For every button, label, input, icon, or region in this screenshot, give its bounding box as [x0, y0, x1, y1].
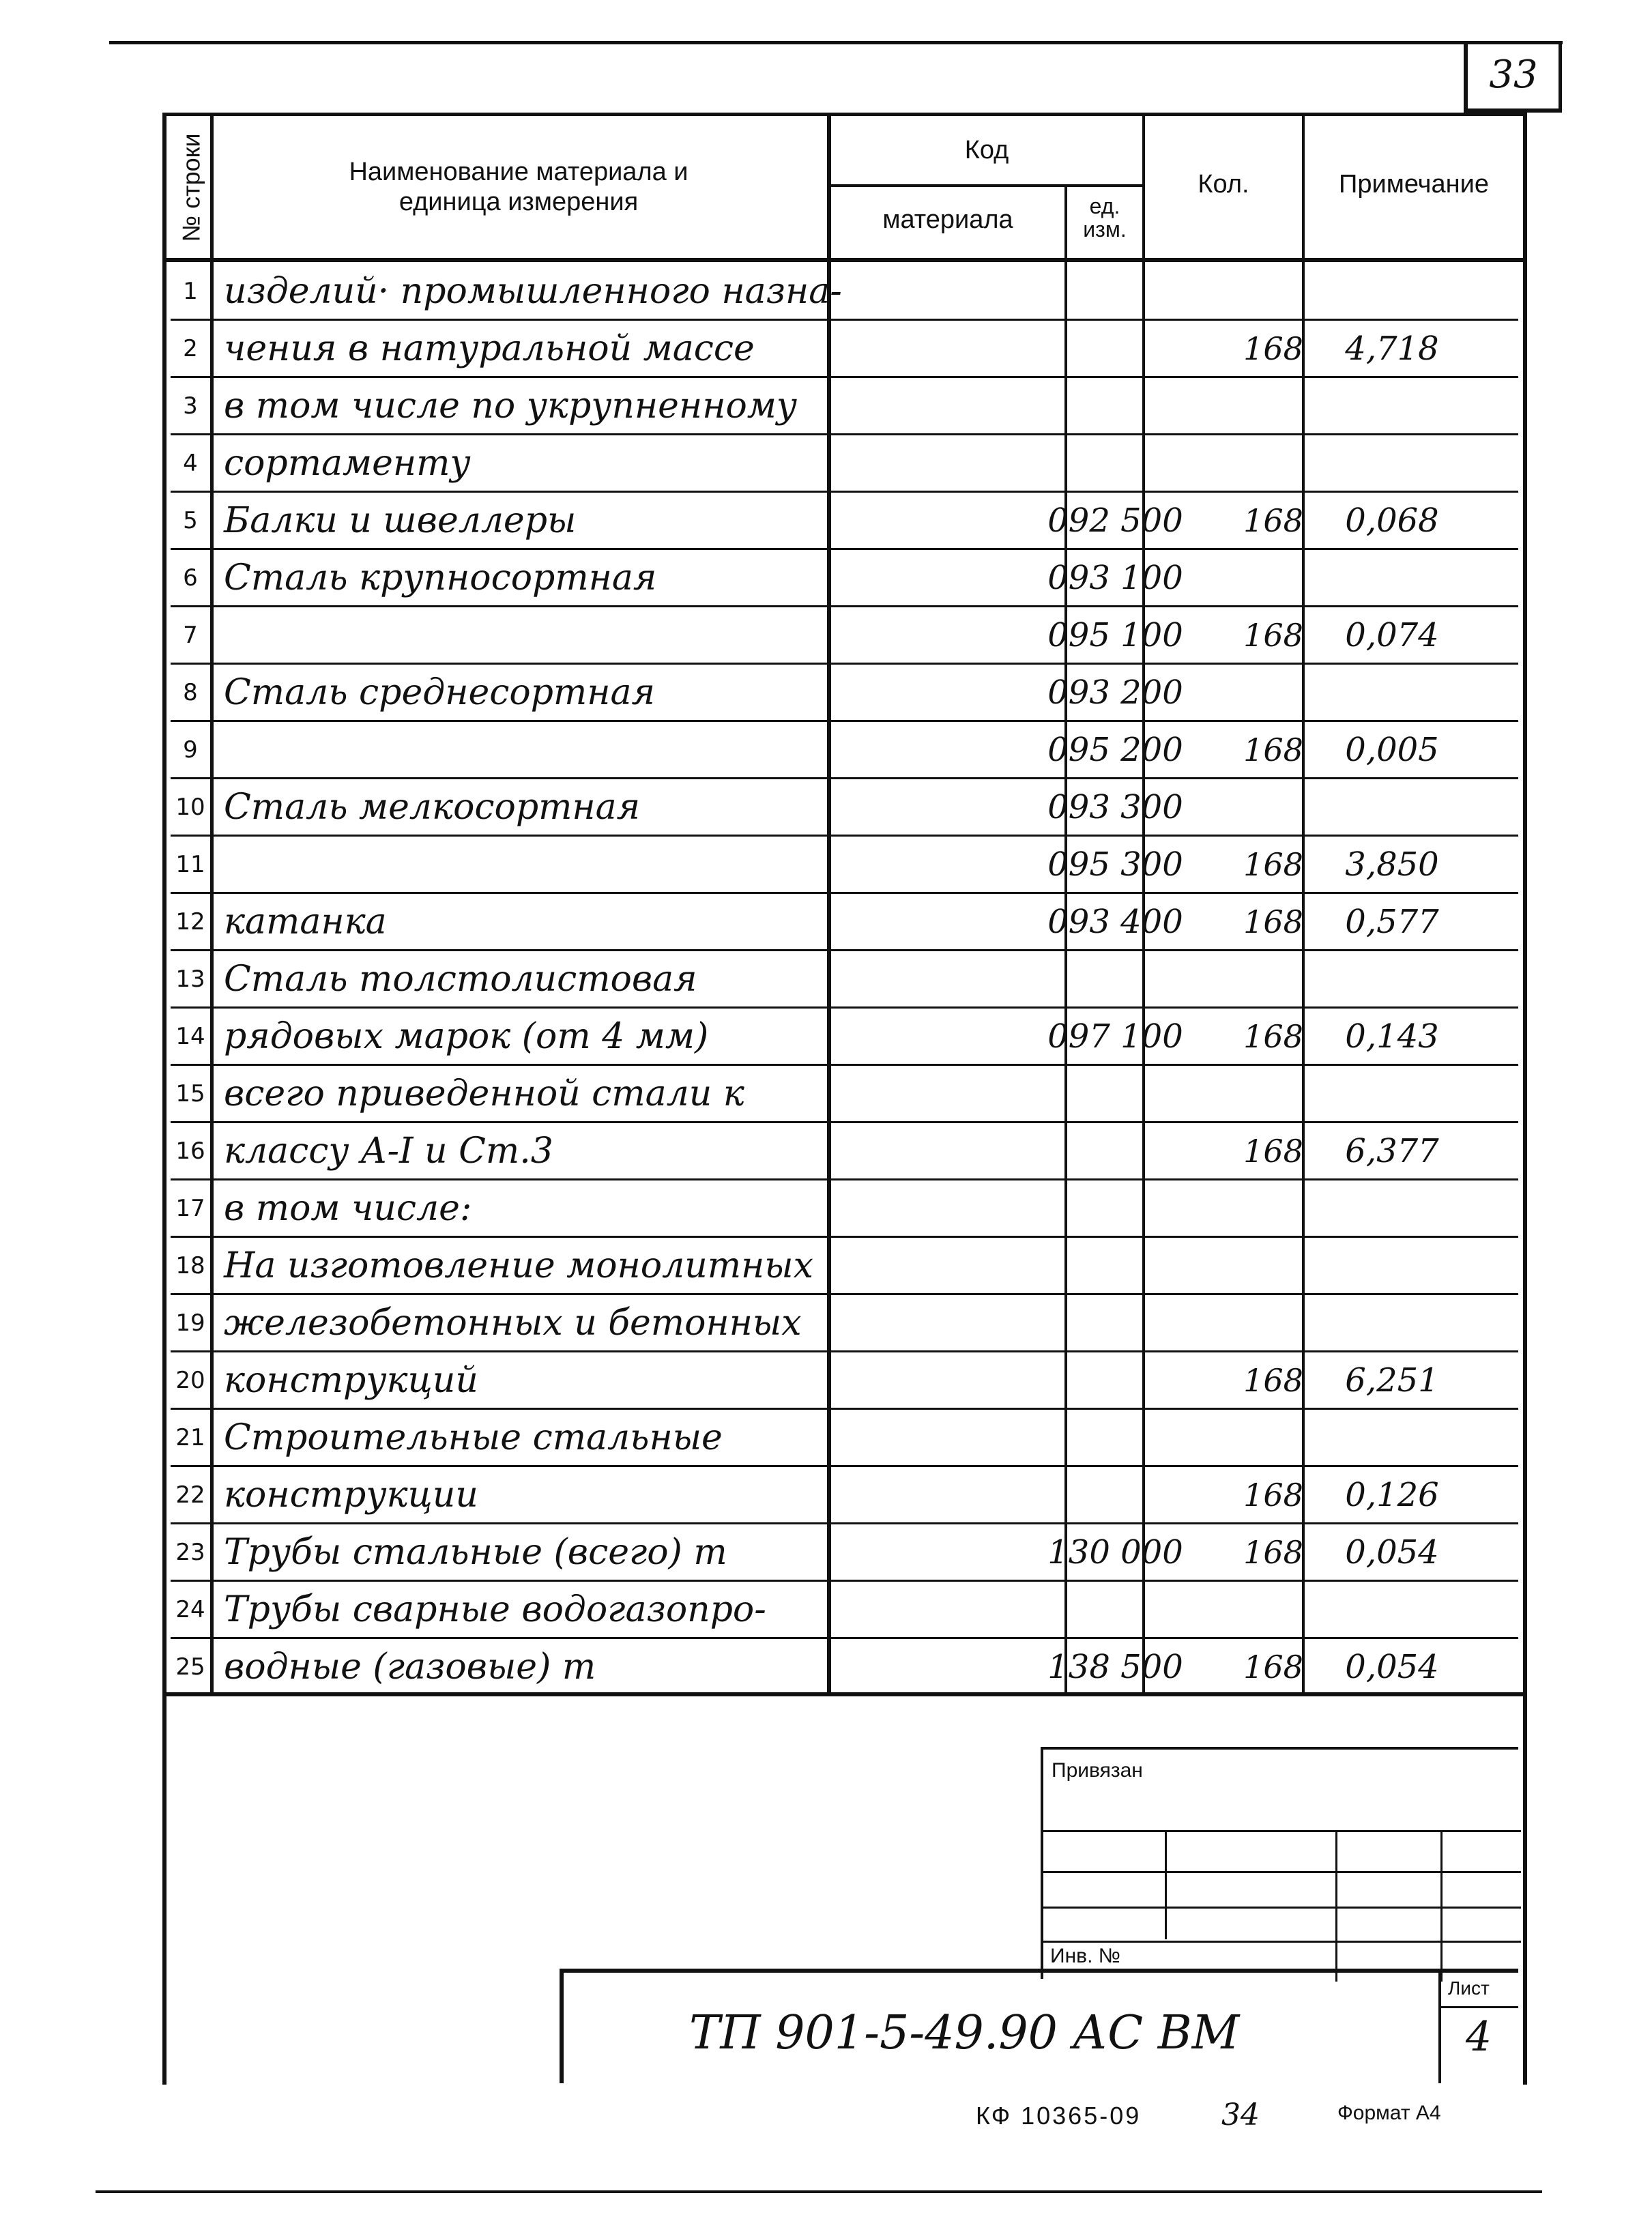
table-row [171, 377, 1518, 435]
quantity [1314, 779, 1470, 836]
page-number: 33 [1489, 53, 1538, 97]
material-code: 138 500 [1047, 1648, 1183, 1686]
quantity [1314, 951, 1470, 1008]
material-code: 093 200 [1047, 673, 1183, 712]
unit-code [1235, 1409, 1312, 1466]
note [1474, 1008, 1652, 1065]
stamp-block [1041, 1747, 1518, 1979]
material-name: Балки и швеллеры [224, 500, 577, 541]
material-name: классу А-I и Ст.3 [224, 1131, 553, 1172]
quantity: 0,577 [1345, 903, 1439, 941]
material-name: в том числе: [224, 1188, 472, 1229]
material-name: Сталь толстолистовая [224, 959, 697, 1000]
material-code: 093 300 [1047, 788, 1183, 826]
note [1474, 1122, 1652, 1180]
unit-code [1235, 377, 1312, 435]
header-code: Код [964, 136, 1009, 164]
material-name: Трубы сварные водогазопро- [224, 1589, 766, 1630]
row-number: 24 [175, 1596, 205, 1623]
row-number: 4 [183, 450, 198, 477]
row-number: 15 [175, 1080, 205, 1107]
quantity [1314, 1294, 1470, 1352]
note [1474, 893, 1652, 951]
top-border [109, 41, 1563, 44]
material-code: 095 100 [1047, 616, 1183, 654]
note [1474, 1409, 1652, 1466]
unit-code [1235, 1294, 1312, 1352]
quantity: 0,074 [1345, 616, 1439, 654]
row-number: 17 [175, 1195, 205, 1222]
material-name: в том числе по укрупненному [224, 386, 798, 426]
note [1474, 1180, 1652, 1237]
header-code-unit: ед. изм. [1083, 194, 1127, 242]
header-name: Наименование материала и единица измерения [349, 158, 689, 216]
quantity [1314, 1409, 1470, 1466]
header-code-material: материала [882, 205, 1013, 234]
unit-code [1235, 1180, 1312, 1237]
unit-code: 168 [1243, 903, 1303, 940]
table-row [171, 492, 1518, 549]
material-code [998, 435, 1233, 492]
material-name: Сталь крупносортная [224, 557, 657, 598]
material-code [998, 1294, 1233, 1352]
material-code: 093 400 [1047, 903, 1183, 941]
table-row [171, 1008, 1518, 1065]
material-name: конструкций [224, 1360, 478, 1401]
header-row-no: № строки [177, 133, 205, 242]
table-row [171, 607, 1518, 664]
unit-code: 168 [1243, 1534, 1303, 1571]
table-row [171, 1638, 1518, 1696]
row-number: 7 [183, 622, 198, 649]
table-row [171, 664, 1518, 721]
table-row [171, 893, 1518, 951]
list-value: 4 [1465, 2013, 1492, 2061]
material-code [998, 951, 1233, 1008]
row-number: 2 [183, 335, 198, 362]
quantity [1314, 377, 1470, 435]
row-number: 13 [175, 966, 205, 993]
quantity: 4,718 [1345, 330, 1439, 368]
material-code: 095 200 [1047, 731, 1183, 769]
quantity: 6,377 [1345, 1132, 1439, 1170]
table-row [171, 1466, 1518, 1524]
material-name: катанка [224, 901, 387, 942]
material-code [998, 1466, 1233, 1524]
row-number: 3 [183, 392, 198, 420]
note [1474, 664, 1652, 721]
material-name: На изготовление монолитных [224, 1245, 813, 1286]
table-row [171, 1180, 1518, 1237]
unit-code: 168 [1243, 502, 1303, 539]
row-number: 16 [175, 1138, 205, 1165]
table-row [171, 435, 1518, 492]
row-number: 1 [183, 278, 198, 305]
table-row [171, 721, 1518, 779]
quantity [1314, 1237, 1470, 1294]
material-name: сортаменту [224, 443, 471, 484]
material-code: 130 000 [1047, 1533, 1183, 1571]
material-name: железобетонных и бетонных [224, 1303, 802, 1344]
quantity [1314, 1581, 1470, 1638]
note [1474, 377, 1652, 435]
header-note: Примечание [1339, 170, 1489, 199]
material-name [218, 607, 1002, 664]
quantity: 0,054 [1345, 1533, 1439, 1571]
quantity: 6,251 [1345, 1361, 1439, 1400]
material-code [998, 320, 1233, 377]
table-row [171, 1122, 1518, 1180]
unit-code [1235, 263, 1312, 320]
row-number: 19 [175, 1309, 205, 1337]
row-number: 21 [175, 1424, 205, 1451]
material-name: Строительные стальные [224, 1417, 723, 1458]
table-row [171, 1581, 1518, 1638]
material-name: изделий· промышленного назна- [224, 271, 842, 312]
unit-code: 168 [1243, 731, 1303, 768]
footer-code: КФ 10365-09 [976, 2102, 1142, 2130]
row-number: 5 [183, 507, 198, 534]
note [1474, 1466, 1652, 1524]
quantity: 0,068 [1345, 502, 1439, 540]
quantity: 0,126 [1345, 1476, 1439, 1514]
right-edge [1559, 41, 1562, 113]
row-number: 10 [175, 794, 205, 821]
privyazan-label: Привязан [1052, 1759, 1143, 1782]
unit-code: 168 [1243, 1133, 1303, 1170]
table-row [171, 1294, 1518, 1352]
material-name [218, 721, 1002, 779]
table-row [171, 1065, 1518, 1122]
material-code [998, 1581, 1233, 1638]
quantity [1314, 263, 1470, 320]
note [1474, 1524, 1652, 1581]
unit-code: 168 [1243, 1362, 1303, 1399]
unit-code [1235, 779, 1312, 836]
header-top-line [166, 113, 1524, 116]
unit-code [1235, 951, 1312, 1008]
material-code [998, 1352, 1233, 1409]
bottom-border [96, 2190, 1542, 2193]
unit-code: 168 [1243, 1477, 1303, 1513]
unit-code [1235, 1237, 1312, 1294]
unit-code [1235, 1065, 1312, 1122]
quantity: 0,005 [1345, 731, 1439, 769]
unit-code [1235, 549, 1312, 607]
table-row [171, 263, 1518, 320]
note [1474, 1065, 1652, 1122]
row-number: 14 [175, 1023, 205, 1050]
unit-code [1235, 435, 1312, 492]
row-number: 9 [183, 736, 198, 764]
unit-code [1235, 1581, 1312, 1638]
table-row [171, 951, 1518, 1008]
material-code [998, 1180, 1233, 1237]
material-code [998, 263, 1233, 320]
material-name: водные (газовые) т [224, 1647, 596, 1687]
unit-code: 168 [1243, 1649, 1303, 1685]
note [1474, 1352, 1652, 1409]
table-row [171, 836, 1518, 893]
quantity: 3,850 [1345, 845, 1439, 884]
row-number: 6 [183, 564, 198, 592]
row-number: 22 [175, 1481, 205, 1509]
material-code: 093 100 [1047, 559, 1183, 597]
row-number: 11 [175, 851, 205, 878]
row-number: 20 [175, 1367, 205, 1394]
footer-format: Формат А4 [1337, 2102, 1441, 2124]
table-bottom-line [166, 1692, 1524, 1696]
material-code [998, 377, 1233, 435]
list-label: Лист [1448, 1977, 1490, 1999]
unit-code: 168 [1243, 617, 1303, 654]
note [1474, 721, 1652, 779]
table-row [171, 549, 1518, 607]
material-code [998, 1122, 1233, 1180]
table-row [171, 1524, 1518, 1581]
material-name: Сталь среднесортная [224, 672, 655, 713]
material-code: 097 100 [1047, 1017, 1183, 1056]
note [1474, 1237, 1652, 1294]
material-code: 095 300 [1047, 845, 1183, 884]
note [1474, 1294, 1652, 1352]
document-number: ТП 901-5-49.90 АС ВМ [689, 2006, 1240, 2060]
table-row [171, 1409, 1518, 1466]
quantity [1314, 1065, 1470, 1122]
unit-code: 168 [1243, 1018, 1303, 1055]
quantity [1314, 435, 1470, 492]
note [1474, 492, 1652, 549]
material-name: всего приведенной стали к [224, 1073, 744, 1114]
footer-page: 34 [1221, 2098, 1260, 2132]
material-code [998, 1065, 1233, 1122]
note [1474, 607, 1652, 664]
unit-code: 168 [1243, 846, 1303, 883]
material-name: конструкции [224, 1475, 478, 1516]
table-row [171, 1237, 1518, 1294]
list-label-line [1438, 2006, 1518, 2008]
code-sub-line [827, 184, 1145, 187]
unit-code [1235, 664, 1312, 721]
material-name: рядовых марок (от 4 мм) [224, 1016, 709, 1057]
material-code: 092 500 [1047, 502, 1183, 540]
note [1474, 263, 1652, 320]
note [1474, 951, 1652, 1008]
quantity [1314, 1180, 1470, 1237]
table-row [171, 320, 1518, 377]
note [1474, 1581, 1652, 1638]
table-row [171, 779, 1518, 836]
row-number: 23 [175, 1539, 205, 1566]
inv-no-label: Инв. № [1050, 1945, 1120, 1967]
row-number: 8 [183, 679, 198, 706]
row-number: 25 [175, 1653, 205, 1681]
material-code [998, 1237, 1233, 1294]
note [1474, 435, 1652, 492]
note [1474, 1638, 1652, 1696]
quantity [1314, 549, 1470, 607]
unit-code: 168 [1243, 330, 1303, 367]
row-number: 18 [175, 1252, 205, 1279]
quantity: 0,054 [1345, 1648, 1439, 1686]
material-code [998, 1409, 1233, 1466]
page-number-box [1464, 41, 1559, 113]
quantity [1314, 664, 1470, 721]
material-name: чения в натуральной массе [224, 328, 755, 369]
material-name: Трубы стальные (всего) т [224, 1532, 727, 1573]
note [1474, 549, 1652, 607]
header-qty: Кол. [1198, 170, 1249, 199]
note [1474, 779, 1652, 836]
header-bottom-line [166, 258, 1524, 262]
material-name [218, 836, 1002, 893]
row-number: 12 [175, 908, 205, 936]
table-row [171, 1352, 1518, 1409]
note [1474, 836, 1652, 893]
material-name: Сталь мелкосортная [224, 787, 641, 828]
quantity: 0,143 [1345, 1017, 1439, 1056]
note [1474, 320, 1652, 377]
